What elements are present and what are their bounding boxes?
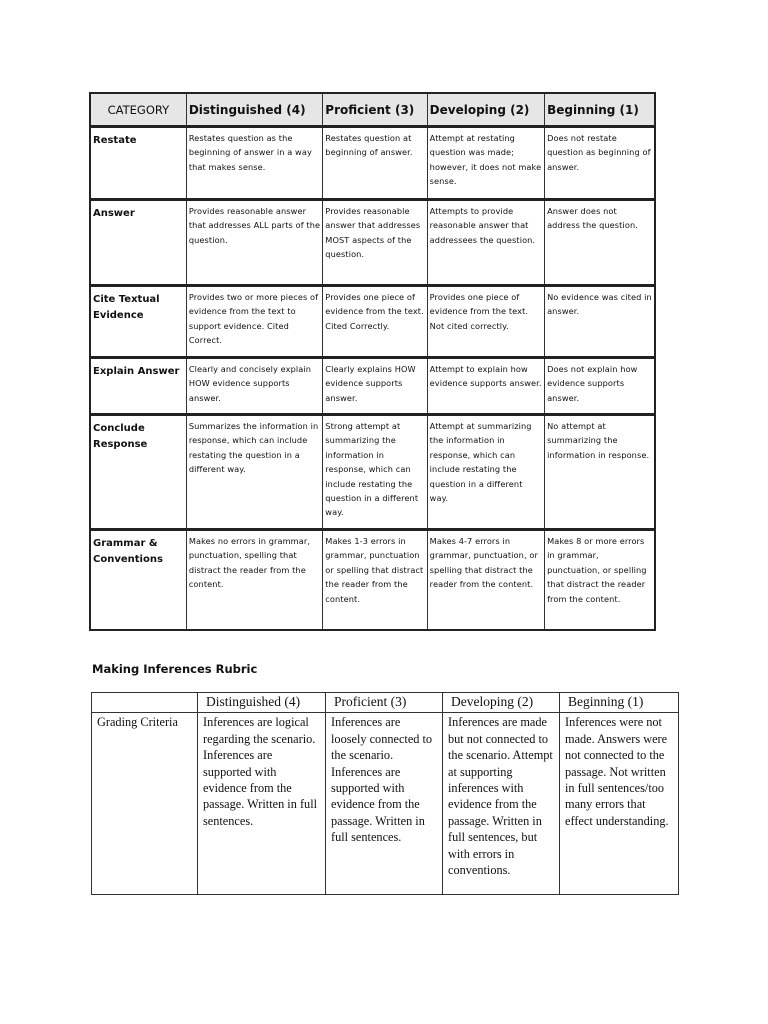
table-cell: Makes 8 or more errors in grammar, punctuation, or spelling that distract the reader from the content.	[545, 530, 655, 630]
table-cell: Inferences are made but not connected to the scenario. Attempt at supporting inferences with evidence from the passage. Written in full sentences, but with errors in conventions.	[443, 713, 560, 895]
row-label: Restate	[90, 127, 186, 200]
table-cell: No attempt at summarizing the information in response.	[545, 415, 655, 530]
header-empty	[92, 693, 198, 713]
header-developing: Developing (2)	[427, 93, 544, 127]
table-cell: Attempt at restating question was made; however, it does not make sense.	[427, 127, 544, 200]
table-cell: Does not explain how evidence supports answer.	[545, 358, 655, 415]
table-cell: Restates question as the beginning of answer in a way that makes sense.	[186, 127, 322, 200]
table-cell: Does not restate question as beginning of answer.	[545, 127, 655, 200]
table-cell: Clearly and concisely explain HOW evidence supports answer.	[186, 358, 322, 415]
row-label: Grammar & Conventions	[90, 530, 186, 630]
header-beginning: Beginning (1)	[560, 693, 679, 713]
header-proficient: Proficient (3)	[326, 693, 443, 713]
rubric-row-restate	[90, 127, 655, 200]
row-label: Cite Textual Evidence	[90, 286, 186, 358]
inferences-rubric-title: Making Inferences Rubric	[92, 662, 258, 676]
header-category: CATEGORY	[90, 93, 186, 127]
header-developing: Developing (2)	[443, 693, 560, 713]
rubric-row-cite-evidence	[90, 286, 655, 358]
table-cell: Provides reasonable answer that addresses ALL parts of the question.	[186, 200, 322, 286]
row-label: Answer	[90, 200, 186, 286]
table-cell: Answer does not address the question.	[545, 200, 655, 286]
header-distinguished: Distinguished (4)	[198, 693, 326, 713]
table-cell: Provides one piece of evidence from the text. Not cited correctly.	[427, 286, 544, 358]
rubric-row-conclude-response	[90, 415, 655, 530]
table-cell: Restates question at beginning of answer.	[323, 127, 427, 200]
table-cell: Inferences are logical regarding the scenario. Inferences are supported with evidence from the passage. Written in full sentences.	[198, 713, 326, 895]
row-label: Grading Criteria	[92, 713, 198, 895]
table-cell: Strong attempt at summarizing the information in response, which can include restating the question in a different way.	[323, 415, 427, 530]
table-cell: Makes 4-7 errors in grammar, punctuation, or spelling that distract the reader from the content.	[427, 530, 544, 630]
table-cell: Summarizes the information in response, which can include restating the question in a different way.	[186, 415, 322, 530]
writing-rubric-table	[89, 92, 656, 631]
table-cell: Attempts to provide reasonable answer that addressees the question.	[427, 200, 544, 286]
rubric-row-grammar	[90, 530, 655, 630]
inferences-rubric-table	[91, 692, 679, 895]
table-cell: Attempt to explain how evidence supports answer.	[427, 358, 544, 415]
table-cell: No evidence was cited in answer.	[545, 286, 655, 358]
inferences-criteria-row	[92, 713, 679, 895]
table-cell: Provides one piece of evidence from the text. Cited Correctly.	[323, 286, 427, 358]
header-proficient: Proficient (3)	[323, 93, 427, 127]
inferences-header-row	[92, 693, 679, 713]
table-cell: Provides two or more pieces of evidence from the text to support evidence. Cited Correct.	[186, 286, 322, 358]
rubric-row-explain-answer	[90, 358, 655, 415]
table-cell: Inferences are loosely connected to the scenario. Inferences are supported with evidence from the passage. Written in full sentences.	[326, 713, 443, 895]
header-distinguished: Distinguished (4)	[186, 93, 322, 127]
row-label: Conclude Response	[90, 415, 186, 530]
table-cell: Provides reasonable answer that addresses MOST aspects of the question.	[323, 200, 427, 286]
table-cell: Makes no errors in grammar, punctuation, spelling that distract the reader from the content.	[186, 530, 322, 630]
table-cell: Attempt at summarizing the information in response, which can include restating the question in a different way.	[427, 415, 544, 530]
table-cell: Inferences were not made. Answers were not connected to the passage. Not written in full sentences/too many errors that effect understanding.	[560, 713, 679, 895]
table-cell: Clearly explains HOW evidence supports answer.	[323, 358, 427, 415]
row-label: Explain Answer	[90, 358, 186, 415]
rubric-header-row	[90, 93, 655, 127]
table-cell: Makes 1-3 errors in grammar, punctuation or spelling that distract the reader from the content.	[323, 530, 427, 630]
header-beginning: Beginning (1)	[545, 93, 655, 127]
rubric-row-answer	[90, 200, 655, 286]
